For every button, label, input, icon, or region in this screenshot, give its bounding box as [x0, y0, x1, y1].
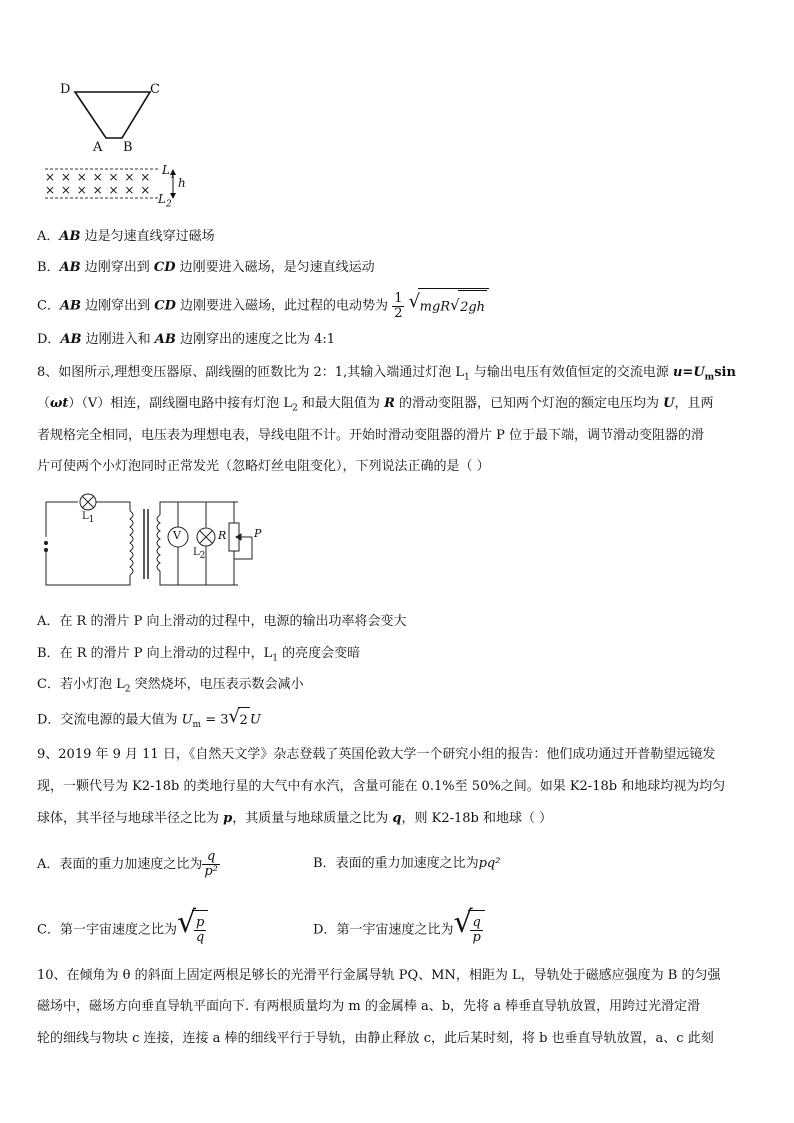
q10-line-2: 磁场中，磁场方向垂直导轨平面向下. 有两根质量均为 m 的金属棒 a、b，先将 a 棒垂直导轨放置，用跨过光滑定滑 — [37, 999, 701, 1014]
trapezoid-figure — [40, 80, 200, 210]
q7-option-d: D．AB 边刚进入和 AB 边刚穿出的速度之比为 4:1 — [37, 332, 336, 347]
q9-option-d: D．第一宇宙速度之比为 √ $\frac{q}{p}$ — [313, 910, 485, 950]
field-row-2: × × × × × × × — [45, 183, 152, 197]
q9-line-3: 球体，其半径与地球半径之比为 p，其质量与地球质量之比为 q，则 K2-18b 和地球（ ） — [37, 811, 553, 826]
q7-option-b: B．AB 边刚穿出到 CD 边刚要进入磁场，是匀速直线运动 — [37, 260, 375, 275]
label-c: C — [150, 82, 160, 97]
q7-option-c: C．AB 边刚穿出到 CD 边刚要进入磁场，此过程的电动势为 $\frac{1}{2}$ √ mgR √ 2gh — [37, 288, 489, 324]
q9-option-a: A．表面的重力加速度之比为 $\frac{q}{\text{p²}}$ — [37, 849, 218, 879]
q8-line-3: 者规格完全相同，电压表为理想电表，导线电阻不计。开始时滑动变阻器的滑片 P 位于最下端，调节滑动变阻器的滑 — [37, 428, 705, 443]
q8-option-a: A．在 R 的滑片 P 向上滑动的过程中，电源的输出功率将会变大 — [37, 614, 407, 629]
fraction-q-p2: $\frac{q}{\text{p²}}$ — [204, 849, 218, 879]
trapezoid-outline — [75, 92, 150, 138]
label-l1: $L_1$ — [162, 163, 176, 181]
field-row-1: × × × × × × × — [45, 170, 152, 184]
label-l2: $L_2$ — [158, 192, 172, 210]
secondary-coil — [157, 515, 160, 571]
label-a: A — [93, 140, 103, 155]
q9-option-b: B．表面的重力加速度之比为pq² — [313, 856, 501, 871]
q9-line-2: 现，一颗代号为 K2-18b 的类地行星的大气中有水汽，含量可能在 0.1%至 50%之间。如果 K2-18b 和地球均视为均匀 — [37, 779, 726, 794]
circuit-label-v: V — [173, 529, 181, 542]
circuit-label-l2: $L_2$ — [193, 547, 206, 561]
q10-line-1: 10、在倾角为 θ 的斜面上固定两根足够长的光滑平行金属导轨 PQ、MN，相距为 L，导轨处于磁感应强度为 B 的匀强 — [37, 968, 721, 983]
circuit-label-r: R — [218, 529, 227, 542]
circuit-svg — [38, 485, 268, 595]
label-b: B — [123, 140, 133, 155]
q7-option-a: A．AB 边是匀速直线穿过磁场 — [37, 229, 215, 244]
sqrt-two: √ 2 — [229, 707, 250, 733]
sqrt-q-over-p: √ $\frac{q}{p}$ — [453, 910, 484, 950]
q9-option-c: C．第一宇宙速度之比为 √ $\frac{p}{q}$ — [37, 910, 208, 950]
q8-line-1: 8、如图所示,理想变压器原、副线圈的匝数比为 2：1,其输入端通过灯泡 $L_1$ 与输出电压有效值恒定的交流电源 $u=U_m\sin$ — [37, 365, 736, 383]
transformer-circuit — [38, 485, 268, 595]
sqrt-expression: √ mgR √ 2gh — [409, 288, 489, 324]
sqrt-p-over-q: √ $\frac{p}{q}$ — [177, 910, 208, 950]
q10-line-3: 轮的细线与物块 c 连接，连接 a 棒的细线平行于导轨，由静止释放 c，此后某时刻，将 b 也垂直导轨放置，a、c 此刻 — [37, 1031, 714, 1046]
label-h: h — [178, 176, 186, 190]
label-d: D — [60, 82, 71, 97]
q8-option-c: C．若小灯泡 $L_2$ 突然烧坏，电压表示数会减小 — [37, 677, 304, 695]
circuit-label-l1: $L_1$ — [82, 511, 95, 525]
primary-coil — [130, 511, 133, 575]
q8-line-4: 片可使两个小灯泡同时正常发光（忽略灯丝电阻变化），下列说法正确的是（ ） — [37, 459, 490, 474]
q9-line-1: 9、2019 年 9 月 11 日，《自然天文学》杂志登载了英国伦敦大学一个研究小组的报告：他们成功通过开普勒望远镜发 — [37, 747, 716, 762]
circuit-label-p: P — [254, 527, 262, 540]
q8-option-d: D．交流电源的最大值为 $U_m = 3$ √ 2 U — [37, 707, 261, 737]
q8-option-b: B．在 R 的滑片 P 向上滑动的过程中，$L_1$ 的亮度会变暗 — [37, 646, 361, 664]
fraction-half: $\frac{1}{2}$ — [394, 290, 403, 321]
q8-line-2: （ωt）（V）相连，副线圈电路中接有灯泡 $L_2$ 和最大阻值为 R 的滑动变阻器，已知两个灯泡的额定电压均为 U，且两 — [37, 396, 714, 414]
